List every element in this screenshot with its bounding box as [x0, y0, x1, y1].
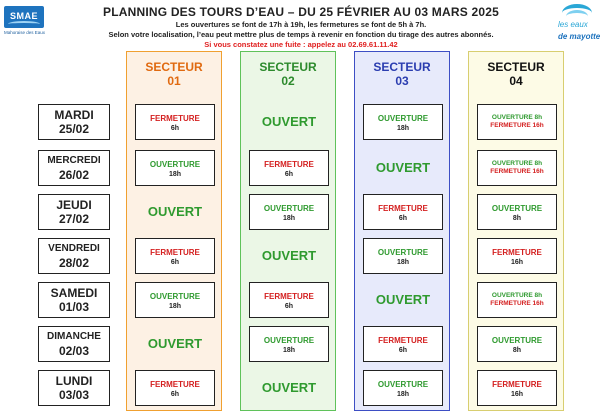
- status-ouverture: [477, 326, 557, 362]
- status-time: 18h: [396, 391, 410, 398]
- status-time: 18h: [396, 125, 410, 132]
- secteur-label: SECTEUR: [373, 60, 431, 74]
- eaux-de-mayotte-logo: [556, 4, 600, 48]
- status-text-secondary: FERMETURE 16h: [490, 168, 544, 175]
- status-time: 6h: [170, 125, 180, 132]
- status-text: OUVERTURE 8h: [491, 160, 543, 167]
- status-time: 6h: [284, 171, 294, 178]
- status-ouvert: [249, 238, 329, 274]
- day-name: LUNDI: [55, 374, 93, 388]
- day-label: [38, 370, 110, 406]
- secteur-label: SECTEUR: [259, 60, 317, 74]
- status-text: FERMETURE: [150, 380, 200, 389]
- smae-logo-text: SMAE: [9, 11, 38, 21]
- status-time: 18h: [396, 259, 410, 266]
- status-fermeture: [249, 282, 329, 318]
- secteur-label: SECTEUR: [487, 60, 545, 74]
- status-text-secondary: FERMETURE 16h: [490, 122, 544, 129]
- day-name: DIMANCHE: [47, 331, 101, 342]
- status-ouvert: [363, 150, 443, 186]
- status-time: 6h: [284, 303, 294, 310]
- mayotte-logo-line2: de mayotte: [558, 32, 601, 41]
- secteur-number: 01: [167, 74, 181, 88]
- status-time: 18h: [282, 215, 296, 222]
- status-time: 6h: [398, 215, 408, 222]
- day-name: SAMEDI: [50, 286, 98, 300]
- status-text: OUVERTURE: [149, 292, 201, 301]
- secteur-number: 04: [509, 74, 523, 88]
- day-name: JEUDI: [56, 198, 92, 212]
- status-text: OUVERT: [147, 204, 203, 219]
- status-text: OUVERT: [147, 336, 203, 351]
- status-text: OUVERT: [375, 292, 431, 307]
- status-text: FERMETURE: [378, 204, 428, 213]
- status-ouverture-fermeture: [477, 150, 557, 186]
- status-time: 8h: [512, 347, 522, 354]
- day-label: [38, 150, 110, 186]
- status-text: OUVERTURE: [263, 204, 315, 213]
- smae-logo-tagline: Mahoraise des Eaux: [4, 30, 46, 35]
- status-text: OUVERT: [261, 248, 317, 263]
- day-label: [38, 282, 110, 318]
- status-text: FERMETURE: [150, 248, 200, 257]
- status-time: 18h: [168, 303, 182, 310]
- secteur-label: SECTEUR: [145, 60, 203, 74]
- status-ouvert: [249, 370, 329, 406]
- day-date: 28/02: [58, 256, 90, 270]
- status-fermeture: [477, 370, 557, 406]
- smae-logo: [4, 6, 46, 46]
- day-label: [38, 104, 110, 140]
- secteur-header: [127, 60, 221, 88]
- secteur-header: [355, 60, 449, 88]
- day-name: MERCREDI: [47, 155, 101, 166]
- status-ouverture: [249, 194, 329, 230]
- status-text: OUVERTURE: [491, 204, 543, 213]
- status-text: OUVERTURE: [263, 336, 315, 345]
- status-ouverture: [363, 370, 443, 406]
- status-text: OUVERTURE: [491, 336, 543, 345]
- status-time: 6h: [170, 259, 180, 266]
- status-time: 8h: [512, 215, 522, 222]
- status-time: 18h: [282, 347, 296, 354]
- status-fermeture: [363, 326, 443, 362]
- secteur-header: [469, 60, 563, 88]
- status-text: FERMETURE: [492, 248, 542, 257]
- status-time: 16h: [510, 391, 524, 398]
- day-name: MARDI: [54, 108, 94, 122]
- status-text: OUVERTURE 8h: [491, 114, 543, 121]
- status-text: OUVERTURE 8h: [491, 292, 543, 299]
- page-title: PLANNING DES TOURS D’EAU – DU 25 FÉVRIER AU 03 MARS 2025: [103, 5, 499, 19]
- day-label: [38, 238, 110, 274]
- status-ouvert: [135, 194, 215, 230]
- leak-phone-info: Si vous constatez une fuite : appelez au 02.69.61.11.42: [204, 40, 398, 49]
- status-ouverture: [249, 326, 329, 362]
- status-fermeture: [135, 238, 215, 274]
- day-date: 01/03: [58, 300, 90, 314]
- status-text: OUVERT: [261, 380, 317, 395]
- status-text: OUVERTURE: [377, 380, 429, 389]
- secteur-header: [241, 60, 335, 88]
- hours-info: Les ouvertures se font de 17h à 19h, les fermetures se font de 5h à 7h.: [175, 20, 427, 29]
- mayotte-logo-line1: les eaux: [558, 20, 588, 29]
- day-date: 27/02: [58, 212, 90, 226]
- status-text: OUVERT: [261, 114, 317, 129]
- status-text-secondary: FERMETURE 16h: [490, 300, 544, 307]
- day-date: 26/02: [58, 168, 90, 182]
- status-text: OUVERT: [375, 160, 431, 175]
- status-text: FERMETURE: [378, 336, 428, 345]
- status-ouverture-fermeture: [477, 282, 557, 318]
- secteur-number: 02: [281, 74, 295, 88]
- status-fermeture: [477, 238, 557, 274]
- status-text: OUVERTURE: [377, 248, 429, 257]
- day-name: VENDREDI: [48, 243, 100, 254]
- status-time: 6h: [170, 391, 180, 398]
- status-time: 6h: [398, 347, 408, 354]
- status-ouverture: [135, 282, 215, 318]
- status-text: FERMETURE: [150, 114, 200, 123]
- status-ouverture: [477, 194, 557, 230]
- status-fermeture: [363, 194, 443, 230]
- status-ouverture-fermeture: [477, 104, 557, 140]
- status-time: 16h: [510, 259, 524, 266]
- status-text: OUVERTURE: [149, 160, 201, 169]
- status-ouverture: [363, 238, 443, 274]
- location-info: Selon votre localisation, l’eau peut mettre plus de temps à revenir en fonction du tirage des autres abonnés.: [108, 30, 494, 39]
- status-text: FERMETURE: [492, 380, 542, 389]
- day-label: [38, 326, 110, 362]
- status-ouvert: [363, 282, 443, 318]
- secteur-number: 03: [395, 74, 409, 88]
- status-ouvert: [249, 104, 329, 140]
- day-date: 03/03: [58, 388, 90, 402]
- status-fermeture: [135, 370, 215, 406]
- day-date: 02/03: [58, 344, 90, 358]
- status-text: OUVERTURE: [377, 114, 429, 123]
- status-time: 18h: [168, 171, 182, 178]
- status-ouverture: [135, 150, 215, 186]
- status-ouvert: [135, 326, 215, 362]
- day-date: 25/02: [58, 122, 90, 136]
- status-text: FERMETURE: [264, 160, 314, 169]
- status-fermeture: [249, 150, 329, 186]
- day-label: [38, 194, 110, 230]
- status-ouverture: [363, 104, 443, 140]
- status-text: FERMETURE: [264, 292, 314, 301]
- status-fermeture: [135, 104, 215, 140]
